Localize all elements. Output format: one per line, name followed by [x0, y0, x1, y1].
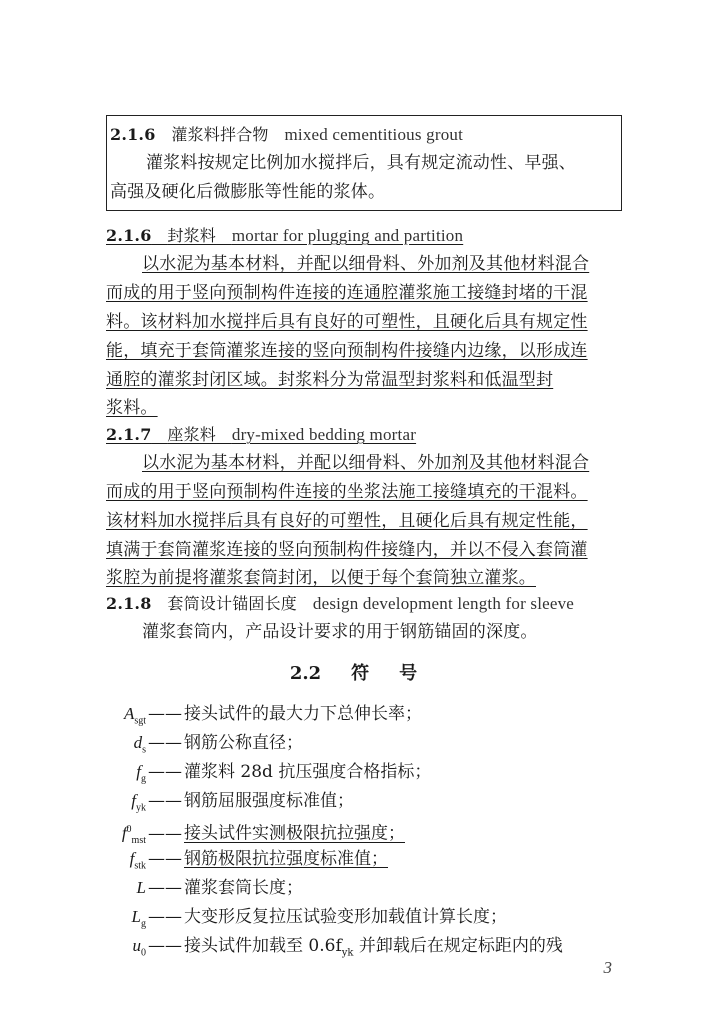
- term-chinese: 座浆料: [167, 425, 217, 444]
- term-text: 通腔的灌浆封闭区域。封浆料分为常温型封浆料和低温型封: [106, 370, 554, 390]
- symbol-description: 钢筋公称直径；: [184, 733, 303, 753]
- symbol-dash: ——: [148, 733, 182, 753]
- symbol-row: [76, 732, 303, 761]
- symbol-row: [76, 906, 507, 935]
- symbol-row: [76, 790, 354, 819]
- symbol-row: [76, 703, 422, 732]
- symbol: $A_{sgt}$: [123, 704, 146, 727]
- term-text: 以水泥为基本材料，并配以细骨料、外加剂及其他材料混合: [142, 254, 590, 274]
- symbol: $f_{yk}$: [131, 791, 146, 814]
- symbol: $L_g$: [131, 907, 146, 930]
- term-chinese: 封浆料: [167, 226, 217, 245]
- term-text: 浆腔为前提将灌浆套筒封闭，以便于每个套筒独立灌浆。: [106, 568, 536, 588]
- term-english: design development length for sleeve: [312, 594, 575, 613]
- symbol-dash: ——: [148, 791, 182, 811]
- symbol-dash: ——: [148, 907, 182, 927]
- term-heading: [106, 225, 463, 247]
- term-text: 能，填充于套筒灌浆连接的竖向预制构件接缝内边缘，以形成连: [106, 341, 588, 361]
- symbol-row: [76, 877, 303, 899]
- term-text: 填满于套筒灌浆连接的竖向预制构件接缝内，并以不侵入套筒灌: [106, 540, 588, 560]
- term-text: 浆料。: [106, 398, 158, 418]
- symbol-dash: ——: [148, 936, 182, 956]
- term-number: 2.1.7: [106, 425, 152, 444]
- symbol: $f_g$: [136, 762, 146, 785]
- symbol-description: 接头试件加载至 $0.6f_{yk}$ 并卸载后在规定标距内的残: [184, 936, 563, 959]
- symbol: L: [136, 878, 146, 897]
- term-number: 2.1.6: [106, 226, 152, 245]
- term-text: 料。该材料加水搅拌后具有良好的可塑性，且硬化后具有规定性: [106, 312, 588, 332]
- term-number: 2.1.8: [106, 594, 152, 613]
- term-text: 灌浆套筒内，产品设计要求的用于钢筋锚固的深度。: [142, 622, 538, 642]
- symbol: $u_0$: [132, 936, 146, 959]
- term-heading: [106, 593, 574, 615]
- symbol-dash: ——: [148, 823, 182, 844]
- term-text: 该材料加水搅拌后具有良好的可塑性，且硬化后具有规定性能，: [106, 511, 588, 531]
- section-title: [0, 659, 707, 685]
- term-heading: [110, 124, 463, 146]
- term-number: 2.1.6: [110, 125, 156, 144]
- section-number: 2.2: [289, 663, 322, 684]
- term-text: 而成的用于竖向预制构件连接的连通腔灌浆施工接缝封堵的干混: [106, 283, 588, 303]
- term-heading: [106, 424, 416, 446]
- term-english: dry-mixed bedding mortar: [231, 425, 417, 444]
- term-text: 高强及硬化后微膨胀等性能的浆体。: [110, 182, 386, 202]
- symbol-description: 接头试件的最大力下总伸长率；: [184, 704, 422, 724]
- symbol-dash: ——: [148, 762, 182, 782]
- symbol-row: [76, 848, 388, 877]
- symbol-description: 接头试件实测极限抗拉强度；: [184, 823, 405, 844]
- section-title-char: 号: [399, 663, 418, 684]
- term-text: 灌浆料按规定比例加水搅拌后，具有规定流动性、早强、: [146, 153, 576, 173]
- symbol: $f^0_{mst}$: [121, 823, 146, 847]
- symbol-description: 灌浆料 28d 抗压强度合格指标；: [184, 762, 432, 782]
- page-number: 3: [603, 958, 612, 977]
- symbol-description: 钢筋屈服强度标准值；: [184, 791, 354, 811]
- symbol: $f_{stk}$: [129, 849, 146, 872]
- term-chinese: 灌浆料拌合物: [171, 125, 269, 144]
- symbol-dash: ——: [148, 849, 182, 869]
- term-text: 以水泥为基本材料，并配以细骨料、外加剂及其他材料混合: [142, 453, 590, 473]
- symbol-row: [76, 761, 431, 790]
- symbol-description: 大变形反复拉压试验变形加载值计算长度；: [184, 907, 507, 927]
- symbol-description: 灌浆套筒长度；: [184, 878, 303, 898]
- section-title-char: 符: [351, 663, 370, 684]
- term-english: mortar for plugging and partition: [231, 226, 464, 245]
- symbol: $d_s$: [133, 733, 146, 756]
- term-text: 而成的用于竖向预制构件连接的坐浆法施工接缝填充的干混料。: [106, 482, 588, 502]
- term-chinese: 套筒设计锚固长度: [167, 594, 298, 613]
- term-english: mixed cementitious grout: [284, 125, 464, 144]
- symbol-description: 钢筋极限抗拉强度标准值；: [184, 849, 388, 869]
- symbol-dash: ——: [148, 704, 182, 724]
- symbol-dash: ——: [148, 878, 182, 898]
- symbol-row: [76, 935, 563, 964]
